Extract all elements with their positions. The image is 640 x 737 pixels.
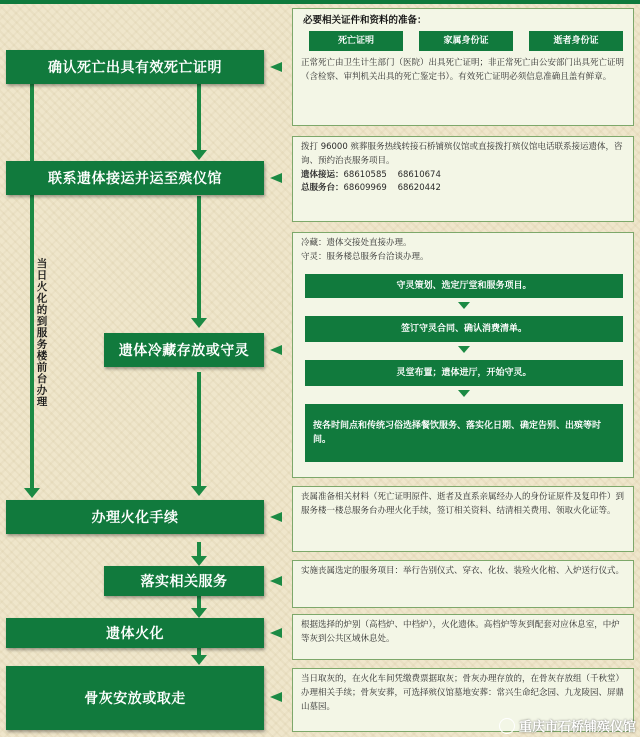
left-flow-line xyxy=(30,80,34,495)
flow-arrow-6-7 xyxy=(191,655,207,665)
connector-arrow-7 xyxy=(270,692,282,702)
step-cremation: 遗体火化 xyxy=(6,618,264,648)
flow-arrow-1-2 xyxy=(191,150,207,160)
flow-line-2-3 xyxy=(197,196,201,320)
desk-phones: 68609969 68620442 xyxy=(343,183,441,194)
flow-arrow-2-3 xyxy=(191,318,207,328)
vigil-flow-2: 签订守灵合同、确认消费清单。 xyxy=(305,316,623,342)
transport-text: 拨打 96000 殡葬服务热线转接石桥铺殡仪馆或直接拨打殡仪馆电话联系接运遗体，咨询、预约治丧服务项目。 xyxy=(301,142,623,166)
flow-line-5-6 xyxy=(197,596,201,608)
step-contact-transport: 联系遗体接运并运至殡仪馆 xyxy=(6,161,264,195)
cremation-text: 根据选择的炉别（高档炉、中档炉），火化遗体。高档炉等灰到配套对应休息室，中炉等灰到公共区域休息处。 xyxy=(301,620,620,644)
vigil-flow-arrow-2 xyxy=(458,346,470,353)
pickup-label: 遗体接运： xyxy=(301,169,344,180)
step-cremation-procedures: 办理火化手续 xyxy=(6,500,264,534)
vigil-line: 守灵：服务楼总服务台洽谈办理。 xyxy=(301,251,429,262)
procedures-box xyxy=(292,486,634,552)
cremation-box xyxy=(292,614,634,660)
documents-box xyxy=(292,8,634,126)
watermark-text: 重庆市石桥铺殡仪馆 xyxy=(518,720,636,735)
step-arrange-services: 落实相关服务 xyxy=(104,566,264,596)
connector-arrow-2 xyxy=(270,173,282,183)
transport-box xyxy=(292,136,634,222)
services-text: 实施丧属选定的服务项目：举行告别仪式、穿衣、化妆、装殓火化棺、入炉送行仪式。 xyxy=(301,566,625,576)
vigil-flow-4: 按各时间点和传统习俗选择餐饮服务、落实化日期、确定告别、出殡等时间。 xyxy=(305,404,623,462)
wechat-icon xyxy=(499,718,515,734)
step-ashes: 骨灰安放或取走 xyxy=(6,666,264,730)
tag-deceased-id: 逝者身份证 xyxy=(529,31,623,51)
tag-family-id: 家属身份证 xyxy=(419,31,513,51)
watermark xyxy=(499,716,636,735)
vigil-flow-arrow-3 xyxy=(458,390,470,397)
vigil-flow-arrow-1 xyxy=(458,302,470,309)
procedures-text: 丧属准备相关材料（死亡证明原件、逝者及直系亲属经办人的身份证原件及复印件）到服务楼一楼总服务台办理火化手续，签订相关资料、结清相关费用、领取火化证等。 xyxy=(301,492,625,516)
side-note: 当日火化的到服务楼前台办理 xyxy=(35,258,48,408)
left-flow-arrow xyxy=(24,488,40,498)
desk-label: 总服务台： xyxy=(301,183,344,194)
pickup-phones: 68610585 68610674 xyxy=(343,169,441,180)
desk-line xyxy=(301,182,625,196)
connector-arrow-4 xyxy=(270,512,282,522)
connector-arrow-6 xyxy=(270,628,282,638)
cold-storage-line: 冷藏：遗体交接处直接办理。 xyxy=(301,238,412,248)
pickup-line xyxy=(301,169,625,183)
flow-arrow-3-4 xyxy=(191,486,207,496)
step-cold-storage-vigil: 遗体冷藏存放或守灵 xyxy=(104,333,264,367)
top-band xyxy=(0,0,640,4)
flow-arrow-5-6 xyxy=(191,608,207,618)
step-confirm-death: 确认死亡出具有效死亡证明 xyxy=(6,50,264,84)
flow-line-3-4 xyxy=(197,372,201,488)
connector-arrow-1 xyxy=(270,62,282,72)
vigil-flow-3: 灵堂布置；遗体进厅，开始守灵。 xyxy=(305,360,623,386)
services-box xyxy=(292,560,634,608)
tag-death-certificate: 死亡证明 xyxy=(309,31,403,51)
flow-line-1-2 xyxy=(197,84,201,152)
vigil-flow-1: 守灵策划、选定厅堂和服务项目。 xyxy=(305,274,623,298)
ashes-text: 当日取灰的，在火化车间凭缴费票据取灰；骨灰办理存放的，在骨灰存放组（千秋堂）办理相关手续；骨灰安葬，可选择殡仪馆墓地安葬：常兴生命纪念园、九龙陵园、屏鼎山墓园。 xyxy=(301,674,625,712)
connector-arrow-3 xyxy=(270,345,282,355)
flow-arrow-4-5 xyxy=(191,556,207,566)
documents-heading: 必要相关证件和资料的准备： xyxy=(303,15,427,26)
documents-text: 正常死亡由卫生计生部门（医院）出具死亡证明；非正常死亡由公安部门出具死亡证明（含检察、审判机关出具的死亡鉴定书）。有效死亡证明必须信息准确且盖有鲜章。 xyxy=(301,58,625,83)
connector-arrow-5 xyxy=(270,576,282,586)
